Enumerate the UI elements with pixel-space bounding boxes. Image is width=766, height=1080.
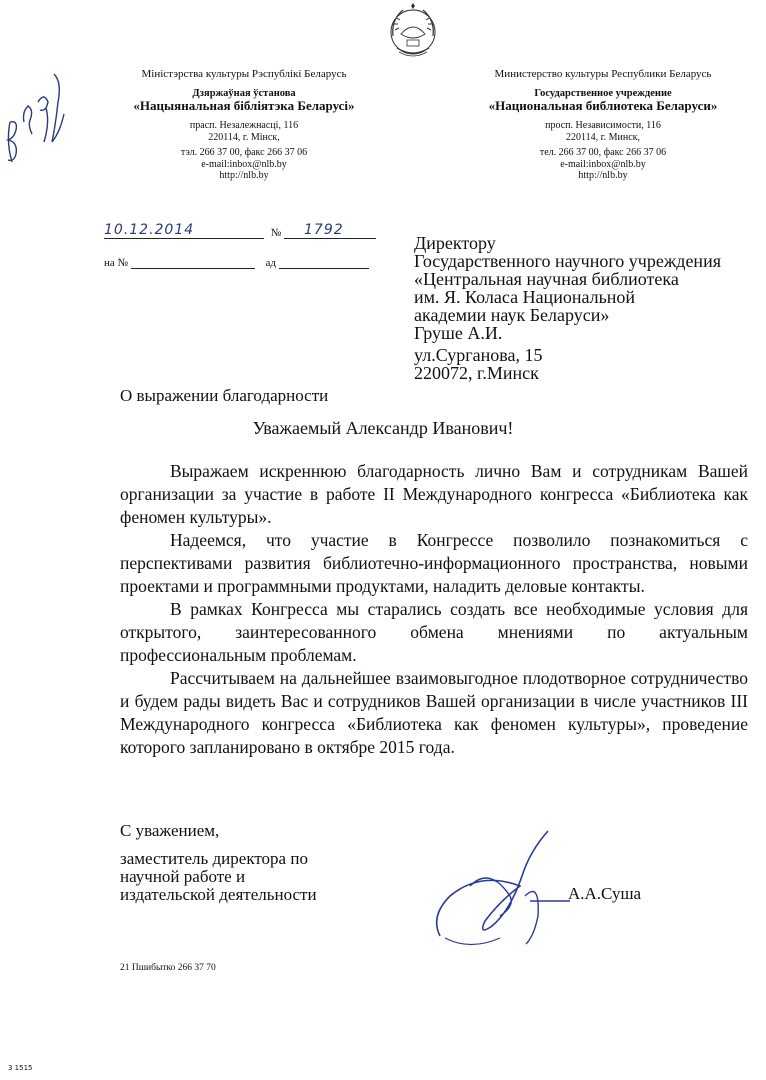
signatory-position: научной работе и [120,867,246,886]
phone-fax: тэл. 266 37 00, факс 266 37 06 [180,147,308,158]
recipient-line: Груше А.И. [414,323,503,343]
address-city: 220114, г. Мінск, [208,131,280,143]
letter-body [120,460,748,759]
state-emblem-icon [385,2,441,62]
body-paragraph: Выражаем искреннюю благодарность лично Вам и сотрудникам Вашей организации за участие в работе II Международного конгресса «Библиотека как феномен культуры». [120,461,748,527]
reference-row [104,256,369,269]
print-code: 3 1515 [8,1064,33,1072]
ministry-name: Министерство культуры Республики Беларусь [494,68,712,80]
institution-type: Дзяржаўная ўстанова [192,88,296,99]
email: e-mail:inbox@nlb.by [560,158,646,170]
signatory-position: издательской деятельности [120,885,317,904]
address-city: 220114, г. Минск, [566,131,640,143]
recipient-line: академии наук Беларуси» [414,305,610,325]
email: e-mail:inbox@nlb.by [201,158,287,170]
handwritten-signature [430,826,580,956]
executor-note: 21 Пшибытко 266 37 70 [120,963,216,973]
reference-date-line [279,256,369,269]
phone-fax: тел. 266 37 00, факс 266 37 06 [539,147,667,158]
recipient-street: ул.Сурганова, 15 [414,345,543,365]
number-label: № [270,227,282,239]
institution-type: Государственное учреждение [534,88,672,99]
reference-label: на № [104,257,129,269]
salutation: Уважаемый Александр Иванович! [252,418,514,438]
website: http://nlb.by [578,170,628,181]
letterhead-right [468,68,738,182]
handwritten-margin-note [2,62,72,172]
recipient-line: Директору [414,233,496,253]
letter-date: 10.12.2014 [104,222,264,239]
body-paragraph: В рамках Конгресса мы старались создать все необходимые условия для открытого, заинтересованного обмена мнениями по актуальным профессиональным проблемам. [120,599,748,665]
recipient-line: им. Я. Коласа Национальной [414,287,636,307]
closing-regards: С уважением, [120,821,220,840]
address-street: прасп. Незалежнасці, 116 [189,120,299,131]
institution-name: «Нацыянальная бібліятэка Беларусі» [133,98,355,113]
recipient-city: 220072, г.Минск [414,363,539,383]
letter-number: 1792 [284,222,376,239]
closing-block [120,822,317,904]
website: http://nlb.by [219,170,269,181]
signatory-name: А.А.Суша [568,884,642,903]
body-paragraph: Надеемся, что участие в Конгрессе позволило познакомиться с перспективами развития библиотечно-информационного пространства, новыми проектами и программными продуктами, наладить деловые контакты. [120,530,748,596]
recipient-line: Государственного научного учреждения [414,251,721,271]
body-paragraph: Рассчитываем на дальнейшее взаимовыгодное плодотворное сотрудничество и будем рады видеть Вас и сотрудников Вашей организации в числе участников III Международного конгресса «Библиотека как феномен культуры», проведение которого запланировано в октябре 2015 года. [120,668,748,757]
ministry-name: Міністэрства культуры Рэспублікі Беларусь [141,68,347,80]
letterhead-left [114,68,374,182]
letter-subject: О выражении благодарности [120,386,329,405]
registration-row [104,222,376,239]
institution-name: «Национальная библиотека Беларуси» [488,98,718,113]
recipient-block [414,234,721,382]
signatory-position: заместитель директора по [120,849,308,868]
reference-from-label: ад [265,257,276,269]
recipient-line: «Центральная научная библиотека [414,269,679,289]
reference-number-line [131,256,255,269]
address-street: просп. Независимости, 116 [545,120,661,131]
